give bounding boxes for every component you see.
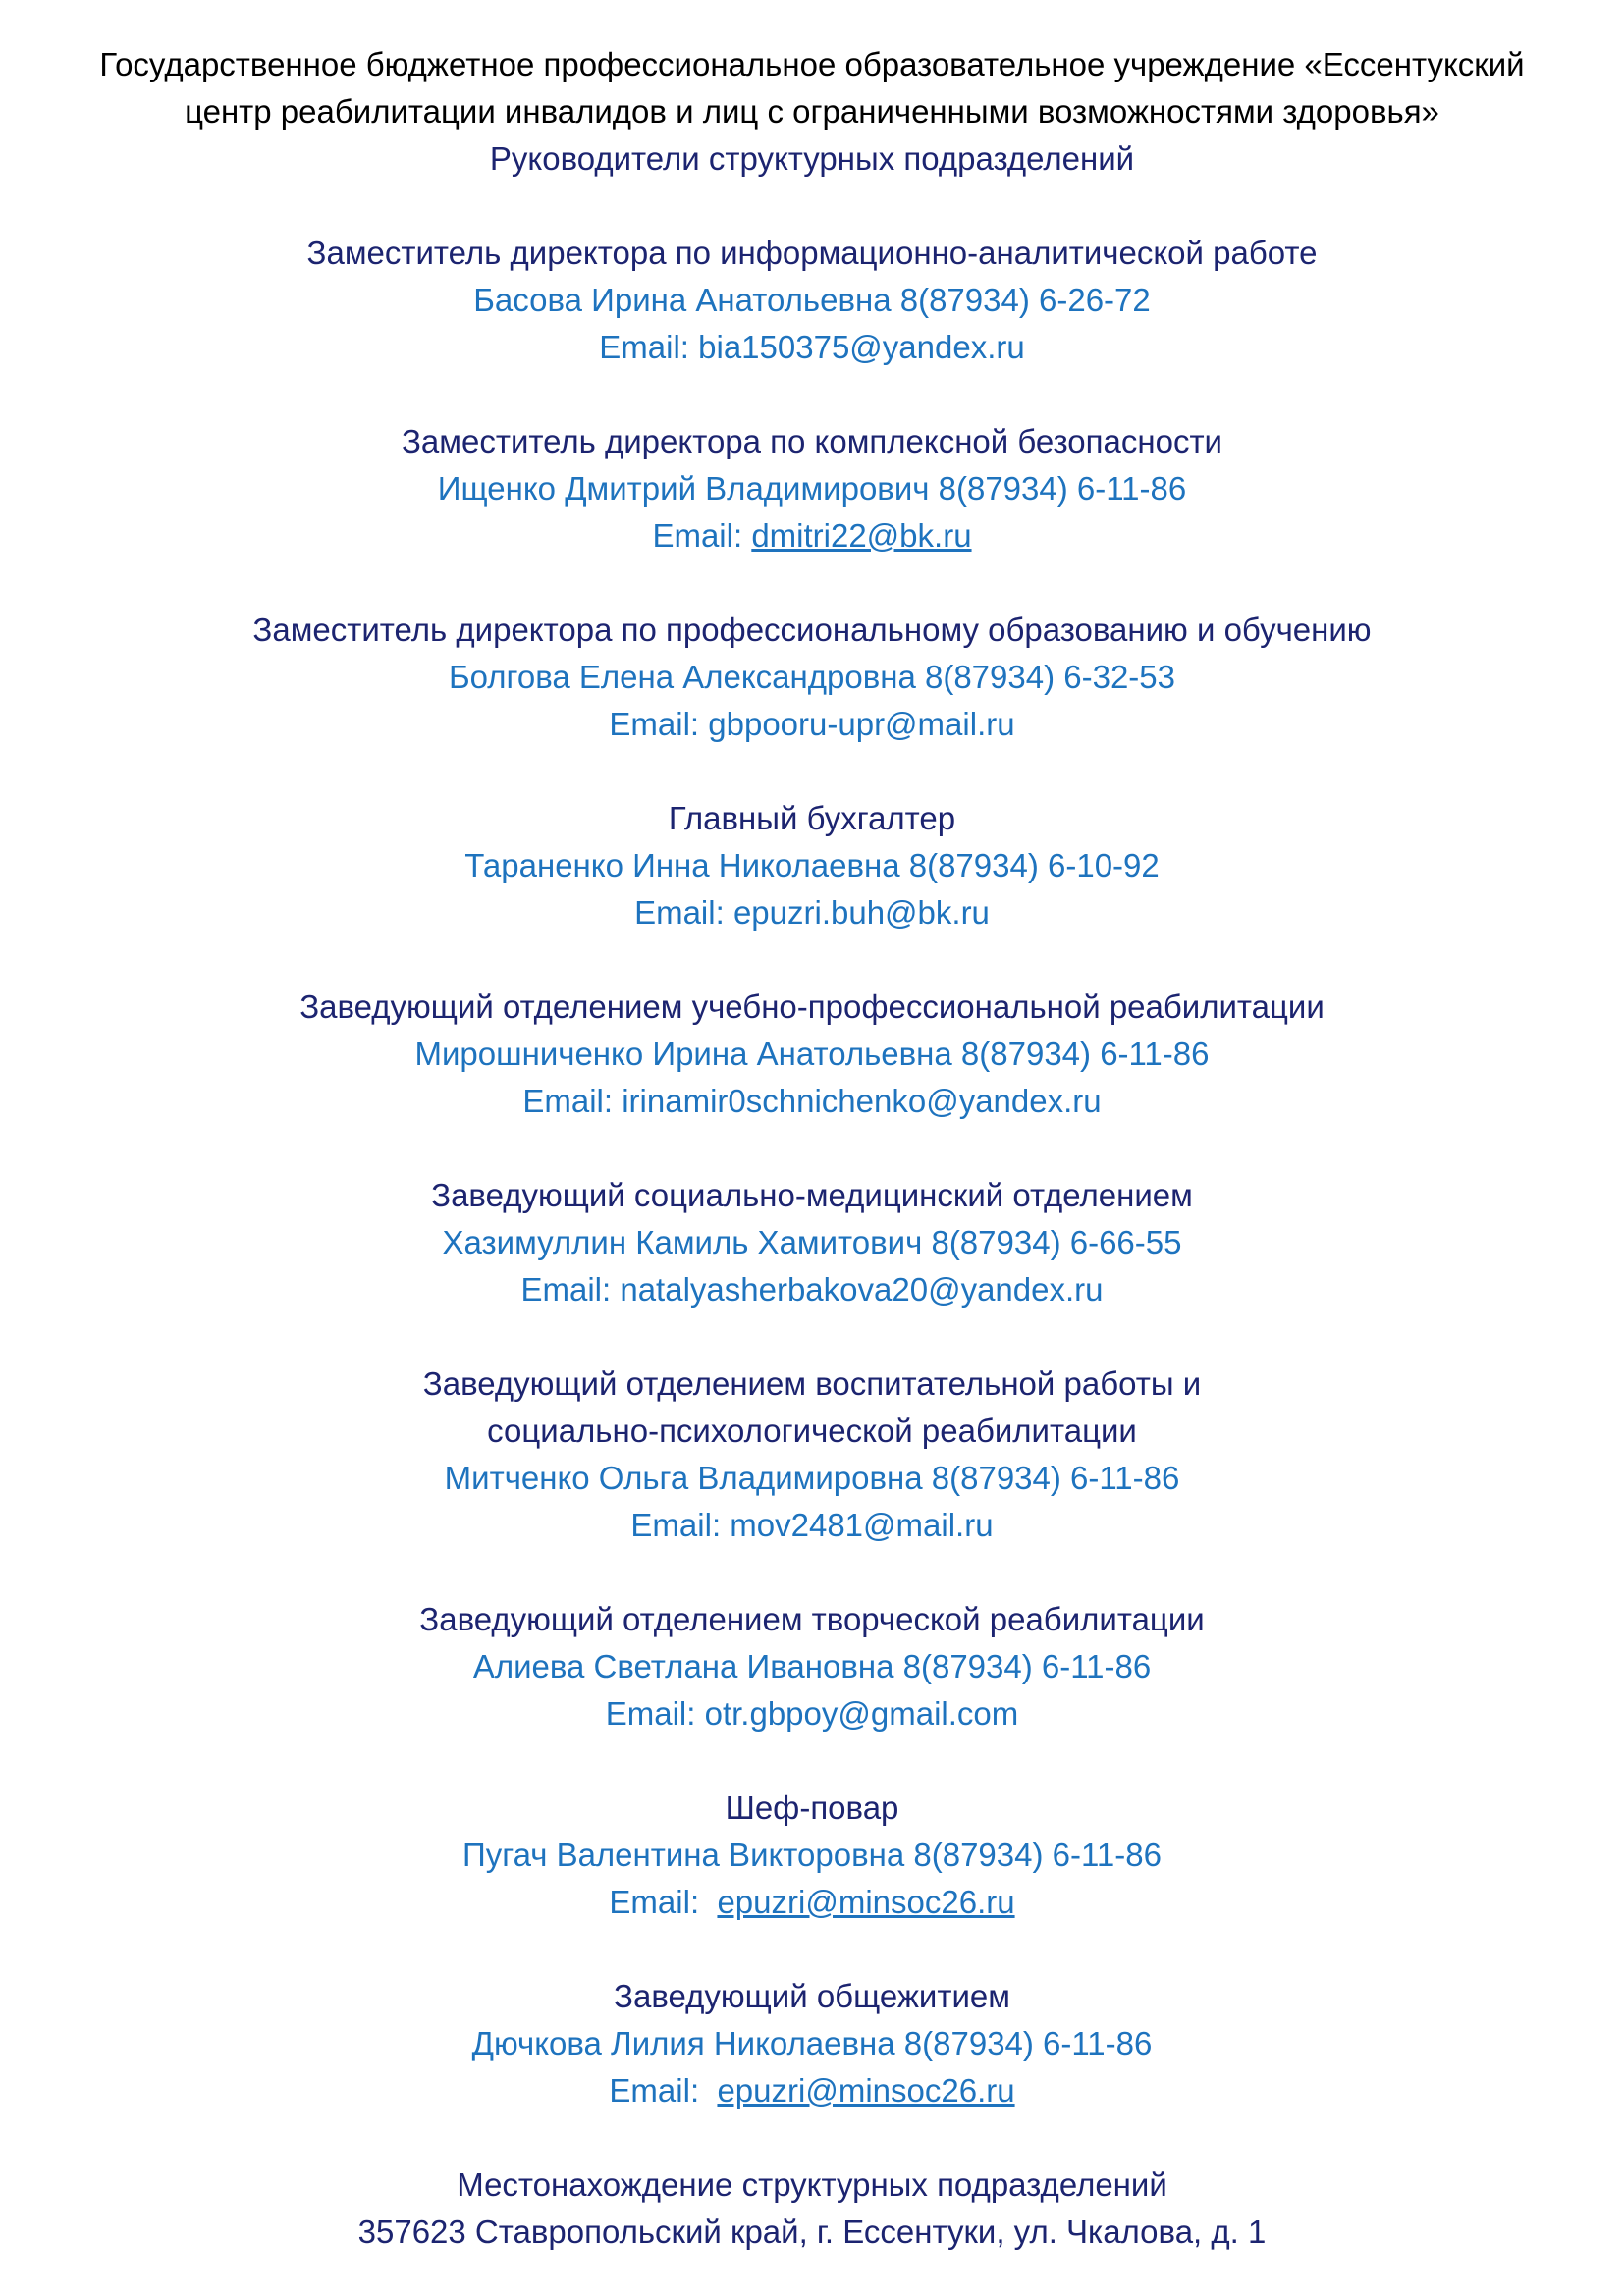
position-title: Заведующий отделением творческой реабилитации <box>419 1601 1205 1637</box>
email-label: Email: <box>609 2072 718 2109</box>
contact-section <box>0 1973 1624 2114</box>
email-line <box>0 1078 1624 1125</box>
position-title: Заведующий социально-медицинский отделением <box>431 1177 1193 1213</box>
person-name-phone: Ищенко Дмитрий Владимирович 8(87934) 6-11-86 <box>437 470 1187 507</box>
contact-section <box>0 1172 1624 1313</box>
position-title: Заведующий отделением воспитательной работы и <box>422 1365 1202 1402</box>
person-name-phone: Дючкова Лилия Николаевна 8(87934) 6-11-86 <box>471 2025 1153 2061</box>
email-label: Email: <box>652 517 752 554</box>
contact-section <box>0 795 1624 936</box>
email-line <box>0 701 1624 748</box>
position-title: Заместитель директора по комплексной безопасности <box>402 423 1222 459</box>
email-line <box>0 2067 1624 2114</box>
email-line <box>0 889 1624 936</box>
person-name-phone: Алиева Светлана Ивановна 8(87934) 6-11-86 <box>472 1648 1152 1684</box>
position-title-line-2: социально-психологической реабилитации <box>487 1413 1137 1449</box>
document-subtitle: Руководители структурных подразделений <box>489 140 1135 177</box>
email-address: natalyasherbakova20@yandex.ru <box>620 1271 1104 1308</box>
email-link[interactable]: epuzri@minsoc26.ru <box>717 2072 1015 2109</box>
contact-section <box>0 1785 1624 1926</box>
contact-section <box>0 1361 1624 1549</box>
email-line <box>0 1690 1624 1737</box>
email-address: bia150375@yandex.ru <box>698 329 1025 365</box>
email-line <box>0 1879 1624 1926</box>
person-name-phone: Пугач Валентина Викторовна 8(87934) 6-11-86 <box>462 1837 1162 1873</box>
contact-section <box>0 984 1624 1125</box>
email-label: Email: <box>605 1695 705 1732</box>
contact-section <box>0 1596 1624 1737</box>
institution-name-line-1: Государственное бюджетное профессиональное образовательное учреждение «Ессентукский <box>99 46 1525 82</box>
email-address: gbpooru-upr@mail.ru <box>708 706 1015 742</box>
email-address: otr.gbpoy@gmail.com <box>704 1695 1019 1732</box>
person-name-phone: Басова Ирина Анатольевна 8(87934) 6-26-72 <box>473 282 1151 318</box>
email-label: Email: <box>520 1271 621 1308</box>
email-label: Email: <box>599 329 699 365</box>
email-line <box>0 1266 1624 1313</box>
institution-name-line-2: центр реабилитации инвалидов и лиц с ограниченными возможностями здоровья» <box>185 93 1439 130</box>
location-title: Местонахождение структурных подразделений <box>457 2166 1167 2203</box>
email-line <box>0 1502 1624 1549</box>
person-name-phone: Болгова Елена Александровна 8(87934) 6-32-53 <box>448 659 1175 695</box>
email-address: epuzri.buh@bk.ru <box>732 894 990 931</box>
email-link[interactable]: dmitri22@bk.ru <box>751 517 972 554</box>
email-label: Email: <box>609 1884 718 1920</box>
email-link[interactable]: epuzri@minsoc26.ru <box>717 1884 1015 1920</box>
email-label: Email: <box>630 1507 731 1543</box>
email-line <box>0 512 1624 560</box>
email-address: irinamir0schnichenko@yandex.ru <box>622 1083 1102 1119</box>
email-line <box>0 324 1624 371</box>
document-header <box>0 0 1624 183</box>
person-name-phone: Митченко Ольга Владимировна 8(87934) 6-11-86 <box>444 1460 1180 1496</box>
contact-section <box>0 607 1624 748</box>
position-title: Заведующий общежитием <box>614 1978 1010 2014</box>
position-title: Заместитель директора по информационно-аналитической работе <box>306 235 1318 271</box>
position-title: Заместитель директора по профессиональному образованию и обучению <box>252 612 1372 648</box>
position-title: Заведующий отделением учебно-профессиональной реабилитации <box>299 988 1325 1025</box>
person-name-phone: Хазимуллин Камиль Хамитович 8(87934) 6-66-55 <box>442 1224 1182 1260</box>
contact-section <box>0 418 1624 560</box>
person-name-phone: Тараненко Инна Николаевна 8(87934) 6-10-92 <box>464 847 1160 883</box>
position-title: Шеф-повар <box>725 1789 899 1826</box>
email-address: mov2481@mail.ru <box>730 1507 994 1543</box>
email-label: Email: <box>522 1083 623 1119</box>
email-label: Email: <box>634 894 733 931</box>
position-title: Главный бухгалтер <box>668 800 956 836</box>
contact-section <box>0 230 1624 371</box>
person-name-phone: Мирошниченко Ирина Анатольевна 8(87934) 6-11-86 <box>414 1036 1210 1072</box>
email-label: Email: <box>609 706 709 742</box>
location-section <box>0 2162 1624 2256</box>
location-address: 357623 Ставропольский край, г. Ессентуки, ул. Чкалова, д. 1 <box>357 2214 1267 2250</box>
